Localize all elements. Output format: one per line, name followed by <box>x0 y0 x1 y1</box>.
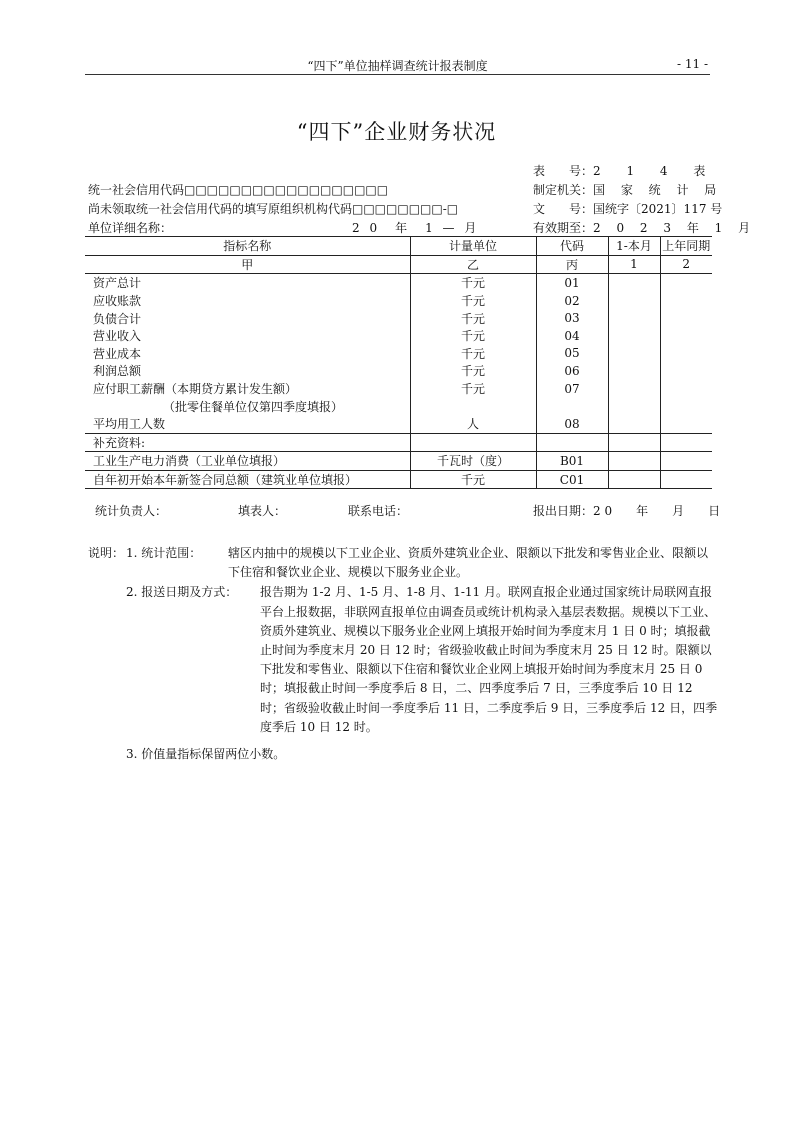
authority-line <box>533 181 722 198</box>
report-date-label: 报出日期：2 0 年 月 日 <box>533 504 721 518</box>
valid-until-line <box>533 219 756 236</box>
row-value-current <box>608 397 660 415</box>
table-subheader-row <box>85 255 712 274</box>
row-value-last-year[interactable] <box>660 345 712 363</box>
row-value-current[interactable] <box>608 470 660 489</box>
form-number-label: 表 号： <box>533 164 594 178</box>
header-code: 代码 <box>536 237 608 256</box>
row-name: 营业收入 <box>93 329 142 344</box>
note-2-text: 报告期为 1-2 月、1-5 月、1-8 月、1-11 月。联网直报企业通过国家统计局联网直报平台上报数据，非联网直报单位由调查员或统计机构录入基层表数据。规模以下工业、资质外建筑业、规模以下服务业企业网上填报开始时间为季度末月 1 日 0 时；填报截止时间为季度末月 20 日 12 时；省级验收截止时间为季度末月 25 日 12 时。限额以下批发和零售业、限额以下住宿和餐饮业企业网上填报开始时间为季度末月 25 日 0 时；填报截止时间一季度季后 8 日，二、四季度季后 7 日，三季度季后 10 日 12 时；省级验收截止时间一季度季后 11 日，二季度季后 9 日，三季度季后 12 日，四季度季后 10 日 12 时。 <box>260 585 718 734</box>
header-current: 1-本月 <box>608 237 660 256</box>
row-value-current[interactable] <box>608 309 660 327</box>
row-name: 平均用工人数 <box>85 415 410 433</box>
subheader-1: 1 <box>608 255 660 274</box>
row-value-last-year <box>660 397 712 415</box>
row-name: 负债合计 <box>93 311 142 326</box>
row-value-last-year[interactable] <box>660 380 712 398</box>
row-value-last-year[interactable] <box>660 292 712 310</box>
row-code: 02 <box>536 292 608 310</box>
note-item-2 <box>88 583 718 737</box>
table-row <box>85 292 712 310</box>
doc-number-line <box>533 200 722 217</box>
doc-number-label: 文 号： <box>533 202 594 216</box>
row-name: （批零住餐单位仅第四季度填报） <box>163 399 344 414</box>
subheader-2: 2 <box>660 255 712 274</box>
doc-number: 国统字〔2021〕117 号 <box>593 202 723 216</box>
notes-intro: 说明： <box>88 546 125 560</box>
phone-label: 联系电话： <box>348 504 409 518</box>
row-code: 08 <box>536 415 608 433</box>
row-value-current[interactable] <box>608 327 660 345</box>
table-row <box>85 274 712 292</box>
row-name: 营业成本 <box>93 346 142 361</box>
notes-section <box>88 544 718 764</box>
table-row <box>85 380 712 398</box>
row-name: 补充资料: <box>85 433 410 452</box>
page-header <box>85 54 710 75</box>
document-title: “四下”企业财务状况 <box>296 120 497 144</box>
row-unit: 人 <box>410 415 536 433</box>
note-item-1 <box>88 544 718 582</box>
row-value-last-year[interactable] <box>660 309 712 327</box>
table-header-row <box>85 237 712 256</box>
row-value-current[interactable] <box>608 362 660 380</box>
row-unit: 千元 <box>410 309 536 327</box>
subheader-a: 甲 <box>85 255 410 274</box>
row-value-current[interactable] <box>608 345 660 363</box>
row-value-last-year <box>660 433 712 452</box>
unit-name-label: 单位详细名称： <box>88 221 173 235</box>
row-unit: 千元 <box>410 470 536 489</box>
row-value-current[interactable] <box>608 415 660 433</box>
row-code: 04 <box>536 327 608 345</box>
row-code: 07 <box>536 380 608 398</box>
table-row <box>85 470 712 489</box>
valid-until-label: 有效期至： <box>533 221 594 235</box>
report-period: 2 0 年 1 — 月 <box>352 221 480 235</box>
row-code <box>536 397 608 415</box>
row-unit: 千元 <box>410 362 536 380</box>
table-row <box>85 397 712 415</box>
org-code-field: 尚未领取统一社会信用代码的填写原组织机构代码□□□□□□□□-□ <box>88 202 459 216</box>
row-value-current[interactable] <box>608 452 660 471</box>
row-name: 自年初开始本年新签合同总额（建筑业单位填报） <box>85 470 410 489</box>
row-code: B01 <box>536 452 608 471</box>
row-name: 利润总额 <box>93 364 142 379</box>
header-last-year: 上年同期 <box>660 237 712 256</box>
table-row <box>85 345 712 363</box>
row-unit: 千元 <box>410 345 536 363</box>
row-value-last-year[interactable] <box>660 470 712 489</box>
row-code: 06 <box>536 362 608 380</box>
row-value-current[interactable] <box>608 292 660 310</box>
table-row <box>85 327 712 345</box>
note-2-label: 2. 报送日期及方式： <box>126 585 238 600</box>
stat-head-label: 统计负责人： <box>95 504 168 518</box>
row-value-last-year[interactable] <box>660 274 712 292</box>
filler-label: 填表人： <box>238 504 287 518</box>
row-code: 05 <box>536 345 608 363</box>
table-row <box>85 309 712 327</box>
subheader-c: 丙 <box>536 255 608 274</box>
form-number: 2 1 4 表 <box>593 164 717 178</box>
row-name: 工业生产电力消费（工业单位填报） <box>85 452 410 471</box>
row-value-current[interactable] <box>608 274 660 292</box>
note-item-3: 3. 价值量指标保留两位小数。 <box>126 747 286 762</box>
row-value-last-year[interactable] <box>660 415 712 433</box>
row-value-last-year[interactable] <box>660 327 712 345</box>
row-code <box>536 433 608 452</box>
page-header-title: “四下”单位抽样调查统计报表制度 <box>307 59 488 73</box>
row-unit: 千元 <box>410 327 536 345</box>
finance-table <box>85 236 712 489</box>
row-value-current[interactable] <box>608 380 660 398</box>
row-unit: 千瓦时（度） <box>410 452 536 471</box>
row-name: 资产总计 <box>93 276 142 291</box>
row-code: 01 <box>536 274 608 292</box>
credit-code-field: 统一社会信用代码□□□□□□□□□□□□□□□□□□ <box>88 183 389 197</box>
row-code: 03 <box>536 309 608 327</box>
table-row <box>85 433 712 452</box>
authority: 国 家 统 计 局 <box>593 183 723 197</box>
row-unit: 千元 <box>410 274 536 292</box>
note-1-text: 辖区内抽中的规模以下工业企业、资质外建筑业企业、限额以下批发和零售业企业、限额以下住宿和餐饮业企业、规模以下服务业企业。 <box>228 546 709 580</box>
row-unit <box>410 433 536 452</box>
row-name: 应收账款 <box>93 294 142 309</box>
form-number-line <box>533 162 716 179</box>
table-row <box>85 415 712 433</box>
row-unit: 千元 <box>410 380 536 398</box>
note-1-label: 1. 统计范围： <box>126 546 202 560</box>
row-value-current <box>608 433 660 452</box>
authority-label: 制定机关： <box>533 183 594 197</box>
row-value-last-year[interactable] <box>660 362 712 380</box>
table-row <box>85 362 712 380</box>
table-row <box>85 452 712 471</box>
row-name: 应付职工薪酬（本期贷方累计发生额） <box>93 382 298 397</box>
page-number: - 11 - <box>676 57 708 71</box>
row-unit <box>410 397 536 415</box>
subheader-b: 乙 <box>410 255 536 274</box>
valid-until: 2 0 2 3 年 1 月 <box>593 221 757 235</box>
header-unit: 计量单位 <box>410 237 536 256</box>
header-indicator: 指标名称 <box>85 237 410 256</box>
row-value-last-year[interactable] <box>660 452 712 471</box>
row-code: C01 <box>536 470 608 489</box>
row-unit: 千元 <box>410 292 536 310</box>
